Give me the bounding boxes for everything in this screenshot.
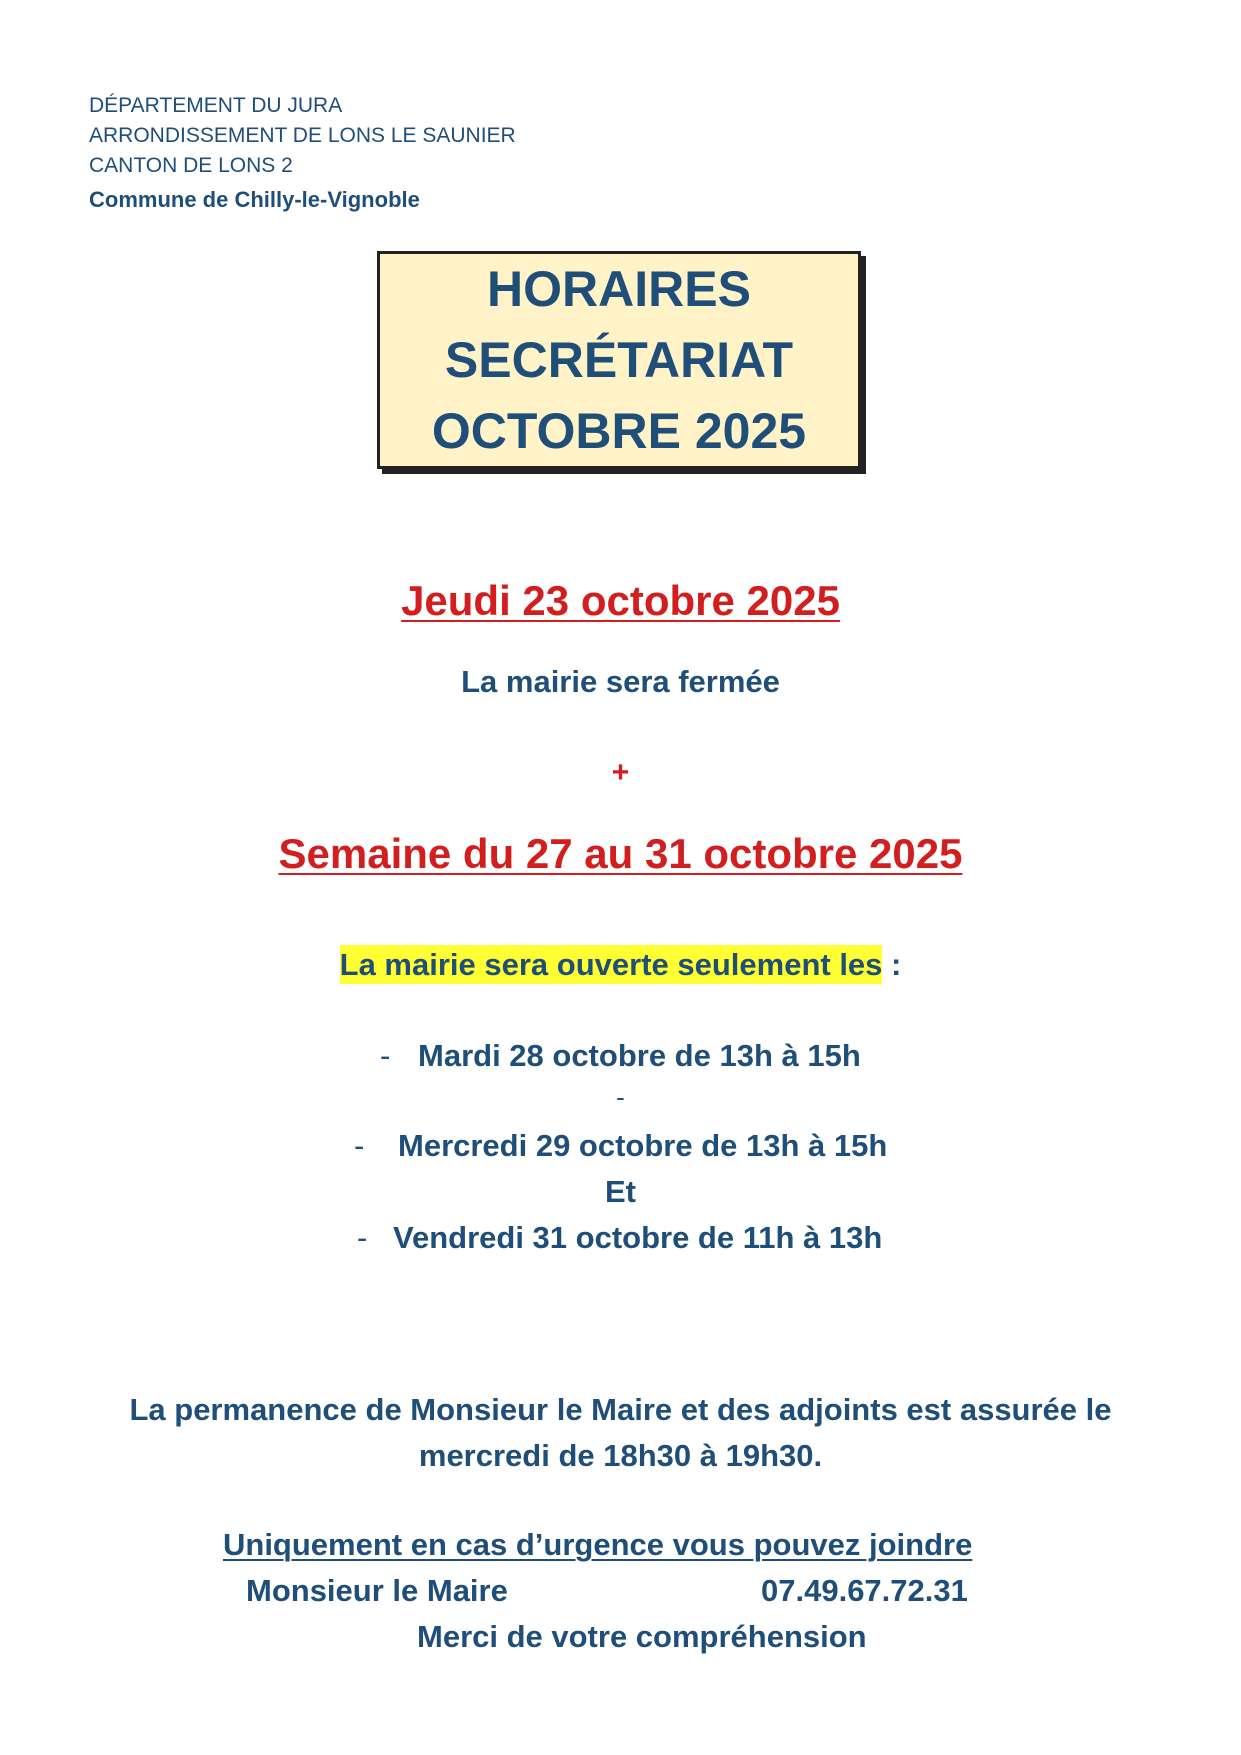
department-line: DÉPARTEMENT DU JURA xyxy=(89,94,343,117)
commune-name: Commune de Chilly-le-Vignoble xyxy=(89,187,420,212)
permanence-line-1: La permanence de Monsieur le Maire et des adjoints est assurée le xyxy=(129,1392,1112,1427)
thanks-line: Merci de votre compréhension xyxy=(417,1619,867,1654)
document-header xyxy=(89,91,516,215)
opening-slot-friday: Vendredi 31 octobre de 11h à 13h xyxy=(393,1220,883,1255)
bullet-dash-3: - xyxy=(357,1220,368,1255)
opening-slot-tuesday: Mardi 28 octobre de 13h à 15h xyxy=(418,1038,861,1073)
intro-colon: : xyxy=(882,947,902,982)
opening-intro xyxy=(0,947,1241,983)
canton-line: CANTON DE LONS 2 xyxy=(89,154,293,177)
separator-dash: - xyxy=(616,1082,625,1112)
title-line-2: SECRÉTARIAT xyxy=(444,331,794,388)
urgency-heading: Uniquement en cas d’urgence vous pouvez joindre xyxy=(223,1527,973,1562)
closure-date-heading: Jeudi 23 octobre 2025 xyxy=(401,577,840,624)
bullet-dash-1: - xyxy=(380,1038,391,1073)
mayor-contact-name: Monsieur le Maire xyxy=(246,1573,508,1608)
title-box xyxy=(377,251,861,469)
title-line-1: HORAIRES xyxy=(487,260,751,317)
plus-sign: + xyxy=(611,756,630,789)
highlighted-intro: La mairie sera ouverte seulement les xyxy=(339,947,883,982)
opening-slot-wednesday: Mercredi 29 octobre de 13h à 15h xyxy=(398,1128,888,1163)
title-line-3: OCTOBRE 2025 xyxy=(431,402,807,459)
permanence-line-2: mercredi de 18h30 à 19h30. xyxy=(418,1438,823,1473)
arrondissement-line: ARRONDISSEMENT DE LONS LE SAUNIER xyxy=(89,124,516,147)
mayor-phone-number: 07.49.67.72.31 xyxy=(761,1573,968,1608)
closure-notice: La mairie sera fermée xyxy=(461,664,780,699)
bullet-dash-2: - xyxy=(354,1128,365,1163)
conjunction-et: Et xyxy=(605,1174,636,1209)
week-heading: Semaine du 27 au 31 octobre 2025 xyxy=(278,830,963,877)
